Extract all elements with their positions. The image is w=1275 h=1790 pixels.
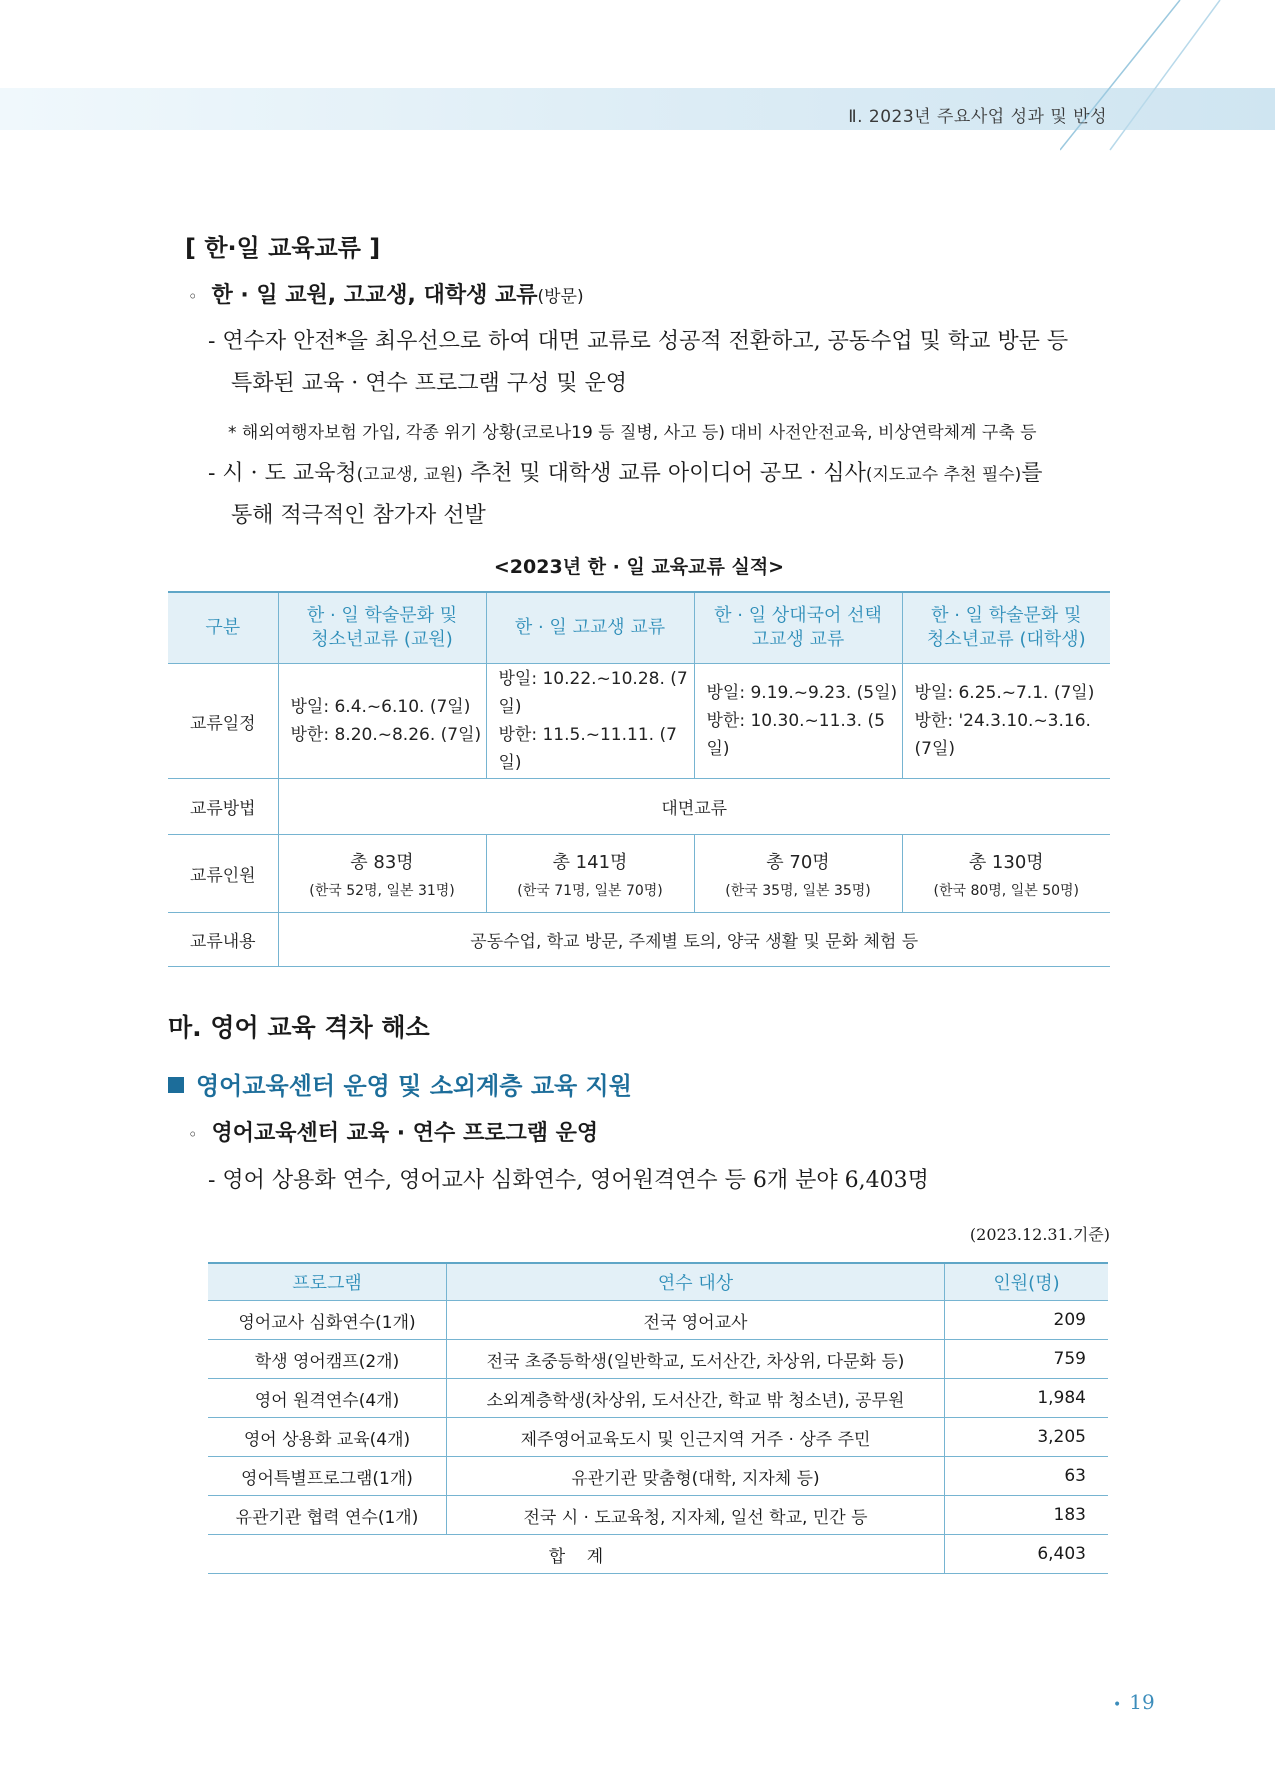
dash2-b: (고교생, 교원) xyxy=(356,465,463,485)
table-cell: 총 70명 (한국 35명, 일본 35명) xyxy=(694,835,902,913)
chapter-title: Ⅱ. 2023년 주요사업 성과 및 반성 xyxy=(848,107,1107,127)
table-header-row xyxy=(208,1263,1108,1301)
program-table xyxy=(208,1262,1108,1574)
section-title: [ 한·일 교육교류 ] xyxy=(185,234,381,262)
table-caption: <2023년 한 · 일 교육교류 실적> xyxy=(493,556,785,578)
bullet-item xyxy=(188,282,584,311)
section-heading: 마. 영어 교육 격차 해소 xyxy=(168,1013,430,1042)
col-header: 구분 xyxy=(168,592,278,664)
col-header: 한 · 일 학술문화 및 청소년교류 (교원) xyxy=(278,592,486,664)
table-row xyxy=(168,664,1110,779)
col-header: 연수 대상 xyxy=(447,1263,945,1301)
table-cell: 총 83명 (한국 52명, 일본 31명) xyxy=(278,835,486,913)
table-row: 영어교사 심화연수(1개) 전국 영어교사 209 xyxy=(208,1301,1108,1340)
total-row xyxy=(208,1535,1108,1574)
col-header: 한 · 일 학술문화 및 청소년교류 (대학생) xyxy=(902,592,1110,664)
bullet-suffix: (방문) xyxy=(537,287,584,307)
table-cell: 대면교류 xyxy=(278,779,1110,835)
row-label: 교류일정 xyxy=(168,664,278,779)
total-value: 6,403 xyxy=(945,1535,1109,1574)
page-number: • 19 xyxy=(1113,1690,1155,1714)
table-row xyxy=(168,835,1110,913)
table-cell: 방일: 10.22.~10.28. (7일) 방한: 11.5.~11.11. (7일) xyxy=(486,664,694,779)
sub-heading: 영어교육센터 운영 및 소외계층 교육 지원 xyxy=(168,1066,632,1101)
table-cell: 방일: 6.25.~7.1. (7일) 방한: '24.3.10.~3.16. (7일) xyxy=(902,664,1110,779)
exchange-table xyxy=(168,591,1110,967)
table-cell: 총 130명 (한국 80명, 일본 50명) xyxy=(902,835,1110,913)
bullet-marker: ◦ xyxy=(188,1125,198,1144)
dash2-e: 를 xyxy=(1021,461,1043,486)
bullet-item xyxy=(188,1120,598,1149)
square-bullet-icon xyxy=(168,1077,184,1093)
col-header: 인원(명) xyxy=(945,1263,1109,1301)
dash-item-2 xyxy=(208,460,1043,489)
table-row: 영어 원격연수(4개) 소외계층학생(차상위, 도서산간, 학교 밖 청소년), 공무원 1,984 xyxy=(208,1379,1108,1418)
dash-item-1-cont: 특화된 교육 · 연수 프로그램 구성 및 운영 xyxy=(231,371,627,396)
table-row: 유관기관 협력 연수(1개) 전국 시 · 도교육청, 지자체, 일선 학교, 민간 등 183 xyxy=(208,1496,1108,1535)
row-label: 교류인원 xyxy=(168,835,278,913)
row-label: 교류내용 xyxy=(168,913,278,967)
col-header: 한 · 일 상대국어 선택 고교생 교류 xyxy=(694,592,902,664)
bullet-marker: ◦ xyxy=(188,287,198,306)
table-row: 영어 상용화 교육(4개) 제주영어교육도시 및 인근지역 거주 · 상주 주민 3,205 xyxy=(208,1418,1108,1457)
col-header: 프로그램 xyxy=(208,1263,447,1301)
as-of-date: (2023.12.31.기준) xyxy=(969,1225,1110,1244)
table-row: 학생 영어캠프(2개) 전국 초중등학생(일반학교, 도서산간, 차상위, 다문화 등) 759 xyxy=(208,1340,1108,1379)
dash2-c: 추천 및 대학생 교류 아이디어 공모 · 심사 xyxy=(462,461,866,486)
col-header: 한 · 일 고교생 교류 xyxy=(486,592,694,664)
dash-item-1: - 연수자 안전*을 최우선으로 하여 대면 교류로 성공적 전환하고, 공동수업 및 학교 방문 등 xyxy=(208,329,1069,354)
row-label: 교류방법 xyxy=(168,779,278,835)
dash2-d: (지도교수 추천 필수) xyxy=(865,465,1022,485)
dash-item: - 영어 상용화 연수, 영어교사 심화연수, 영어원격연수 등 6개 분야 6,403명 xyxy=(208,1168,929,1193)
bullet-text: 영어교육센터 교육 · 연수 프로그램 운영 xyxy=(211,1121,599,1146)
table-cell: 방일: 9.19.~9.23. (5일) 방한: 10.30.~11.3. (5일) xyxy=(694,664,902,779)
table-row xyxy=(168,779,1110,835)
table-row xyxy=(168,913,1110,967)
table-cell: 총 141명 (한국 71명, 일본 70명) xyxy=(486,835,694,913)
dash-item-2-cont: 통해 적극적인 참가자 선발 xyxy=(231,503,486,528)
table-header-row xyxy=(168,592,1110,664)
header-decoration xyxy=(1060,0,1275,160)
table-row: 영어특별프로그램(1개) 유관기관 맞춤형(대학, 지자체 등) 63 xyxy=(208,1457,1108,1496)
footnote: * 해외여행자보험 가입, 각종 위기 상황(코로나19 등 질병, 사고 등) 대비 사전안전교육, 비상연락체계 구축 등 xyxy=(228,423,1037,443)
table-cell: 공동수업, 학교 방문, 주제별 토의, 양국 생활 및 문화 체험 등 xyxy=(278,913,1110,967)
table-cell: 방일: 6.4.~6.10. (7일) 방한: 8.20.~8.26. (7일) xyxy=(278,664,486,779)
bullet-text: 한 · 일 교원, 고교생, 대학생 교류 xyxy=(211,283,538,308)
total-label: 합 계 xyxy=(208,1535,945,1574)
dash2-a: - 시 · 도 교육청 xyxy=(208,461,357,486)
